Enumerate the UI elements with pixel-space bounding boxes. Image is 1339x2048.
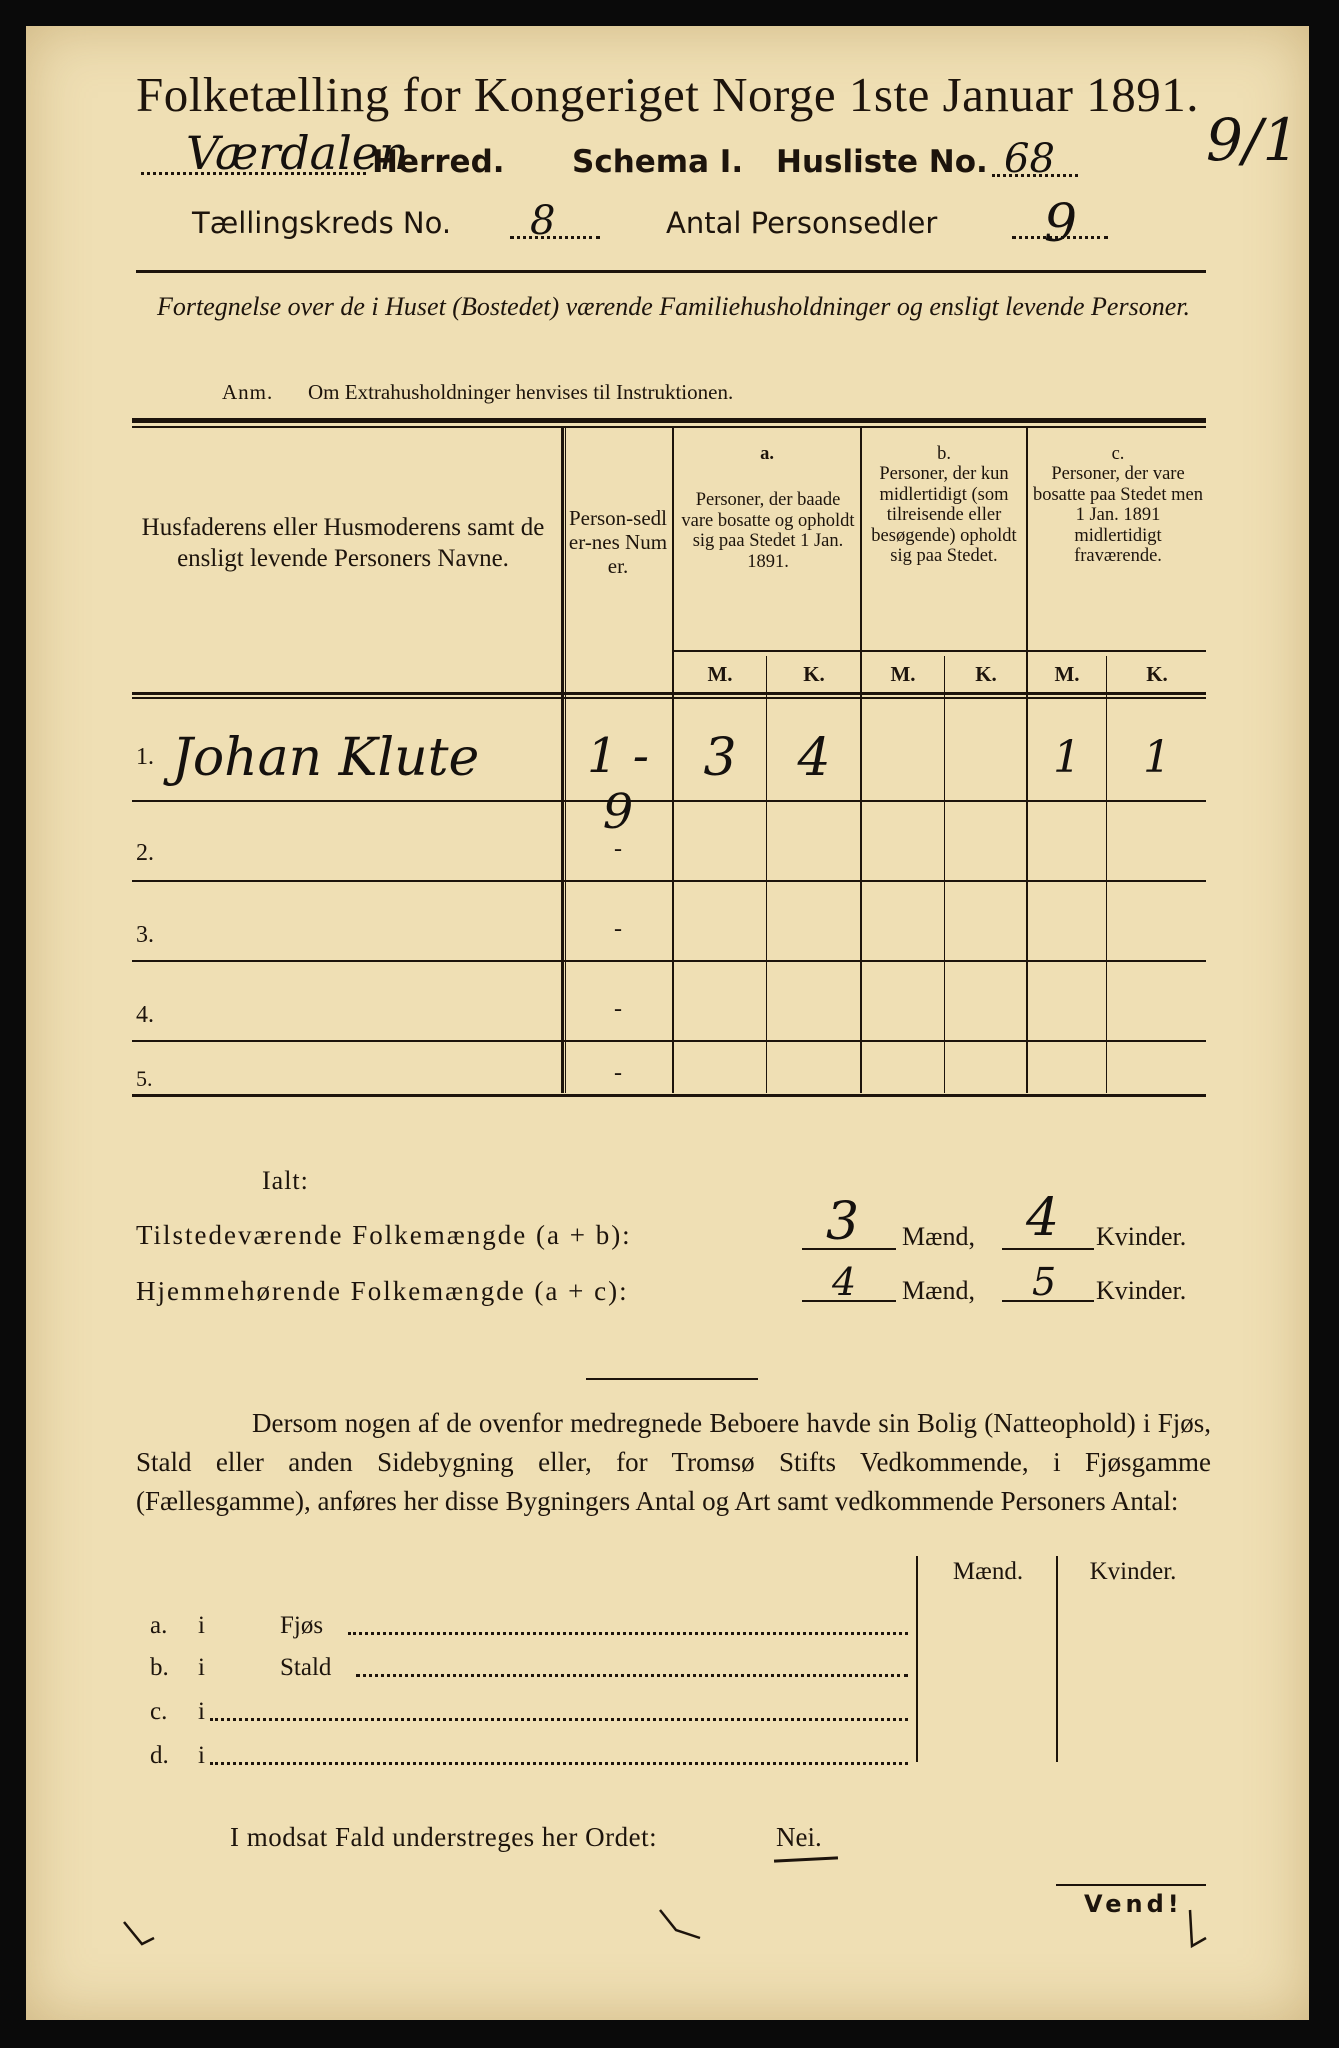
item-a-i: i [198,1612,205,1639]
row-2-numer: - [614,836,622,862]
item-a-letter: a. [150,1612,168,1639]
row-rule-4 [132,1040,1206,1042]
antal-value: 9 [1044,194,1078,254]
kreds-label: Tællingskreds No. [192,206,452,240]
col-header-b: Personer, der kun midlertidigt (som tilreisende eller besøgende) opholdt sig paa Stedet. [871,464,1017,566]
col-b-k-label: K. [975,662,997,686]
row-1-a-m: 3 [703,728,737,788]
bottom-col-maend: Mænd. [952,1558,1024,1585]
anm-text: Om Extrahusholdninger henvises til Instruktionen. [308,380,734,404]
bottom-col-divider-2 [1056,1556,1058,1762]
header-mk-rule [672,650,1206,652]
table-top-rule-thin [132,426,1206,428]
item-d-letter: d. [150,1742,169,1769]
herred-value: Værdalen [186,126,409,180]
row-1-c-m: 1 [1053,732,1081,783]
tilstede-label: Tilstedeværende Folkemængde (a + b): [136,1220,632,1250]
col-c-k-label: K. [1146,662,1168,686]
col-header-a-letter: a. [760,444,774,464]
row-rule-2 [132,880,1206,882]
item-d-i: i [198,1742,205,1769]
row-3-number: 3. [136,922,154,948]
row-4-number: 4. [136,1002,154,1028]
tilstede-k-value: 4 [1026,1188,1060,1248]
hjemme-k-value: 5 [1032,1260,1057,1304]
corner-mark-left-icon [120,1916,160,1956]
corner-mark-right-icon [1176,1906,1216,1956]
row-1-numer: 1 - 9 [586,728,649,840]
row-rule-1 [132,800,1206,802]
bottom-col-kvinder: Kvinder. [1089,1558,1177,1585]
col-header-c: Personer, der vare bosatte paa Stedet men 1 Jan. 1891 midlertidigt fraværende. [1032,464,1204,566]
form-title: Folketælling for Kongeriget Norge 1ste Januar 1891. [136,67,1199,122]
husliste-label: Husliste No. [776,144,988,180]
col-header-a: Personer, der baade vare bosatte og opholdt sig paa Stedet 1 Jan. 1891. [681,490,855,572]
header-divider [136,270,1206,273]
row-1-a-k: 4 [797,728,831,788]
hjemme-maend-label: Mænd, [902,1276,975,1305]
item-b-label: Stald [280,1654,332,1681]
section-separator [586,1378,758,1380]
col-a-k-label: K. [803,662,825,686]
col-header-b-letter: b. [937,444,951,464]
hjemme-kvinder-label: Kvinder. [1096,1276,1187,1305]
item-d-dots [210,1762,908,1765]
anm-label: Anm. [222,380,274,404]
item-a-dots [348,1632,908,1635]
row-1-number: 1. [136,744,154,770]
col-divider-a-mk [766,656,767,1093]
row-4-numer: - [614,996,622,1022]
col-b-m-label: M. [890,662,916,686]
tilstede-maend-label: Mænd, [902,1222,975,1251]
col-header-names: Husfaderens eller Husmoderens samt de ensligt levende Personers Navne. [141,514,545,572]
census-form-sheet [26,26,1309,2020]
col-divider-b [860,428,862,1093]
col-a-m-label: M. [707,662,733,686]
row-1-name: Johan Klute [172,728,480,788]
vend-label: Vend! [1084,1890,1183,1918]
fortegnelse-text: Fortegnelse over de i Huset (Bostedet) værende Familiehusholdninger og ensligt levende Personer. [156,292,1190,321]
corner-mark-center-icon [656,1906,706,1946]
row-5-number: 5. [136,1066,153,1091]
hjemme-m-value: 4 [832,1260,857,1304]
item-b-dots [356,1674,908,1677]
item-b-letter: b. [150,1654,169,1681]
table-top-rule [132,418,1206,423]
row-1-c-k: 1 [1143,732,1171,783]
ialt-label: Ialt: [262,1166,309,1195]
table-bottom-rule [132,1094,1206,1097]
item-c-dots [210,1718,908,1721]
corner-mark: 9/1 [1206,106,1300,174]
row-3-numer: - [614,916,622,942]
col-divider-c-mk [1106,656,1107,1093]
item-c-i: i [198,1698,205,1725]
vend-line [1056,1884,1206,1886]
nei-word: Nei. [776,1822,822,1852]
herred-label: Herred. [372,144,505,180]
col-divider-numer [561,428,564,1093]
dersom-paragraph: Dersom nogen af de ovenfor medregnede Beboere havde sin Bolig (Natteophold) i Fjøs, Stald eller anden Sidebygning eller, for Tromsø Stifts Vedkommende, i Fjøsgamme (Fællesgamme), anføres her disse Bygningers Antal og Art samt vedkommende Personers Antal: [136,1408,1211,1516]
tilstede-kvinder-label: Kvinder. [1096,1222,1187,1251]
col-c-m-label: M. [1054,662,1080,686]
kreds-value: 8 [530,198,556,244]
row-rule-3 [132,960,1206,962]
row-2-number: 2. [136,840,154,866]
nei-underline [774,1856,838,1862]
antal-label: Antal Personsedler [666,206,938,240]
item-a-label: Fjøs [280,1612,324,1639]
husliste-value: 68 [1004,136,1055,182]
hjemme-label: Hjemmehørende Folkemængde (a + c): [136,1276,629,1306]
item-c-letter: c. [150,1698,168,1725]
tilstede-k-line [1002,1248,1094,1250]
modsat-text: I modsat Fald understreges her Ordet: [230,1822,658,1852]
col-divider-b-mk [944,656,945,1093]
header-bottom-rule [132,692,1206,695]
schema-label: Schema I. [572,144,744,180]
col-header-numer: Person-sedler-nes Numer. [568,506,668,578]
row-5-numer: - [614,1060,622,1086]
item-b-i: i [198,1654,205,1681]
tilstede-m-value: 3 [826,1192,860,1252]
col-divider-numer-thin [565,428,566,1093]
bottom-col-divider-1 [916,1556,918,1762]
header-bottom-rule-thin [132,697,1206,699]
col-header-c-letter: c. [1111,444,1125,464]
